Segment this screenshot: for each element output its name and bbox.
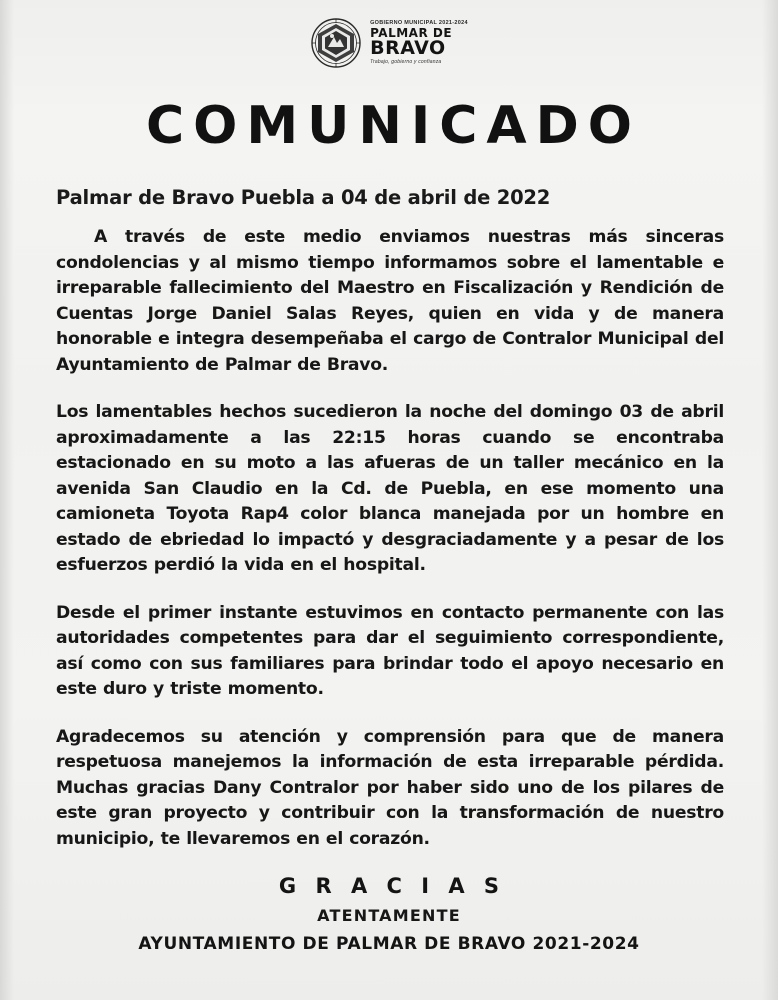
crest-name-line-2: BRAVO bbox=[370, 37, 446, 60]
paragraph-4: Agradecemos su atención y comprensión para que de manera respetuosa manejemos la información de esta irreparable pérdida. Muchas gracias Dany Contralor por haber sido uno de los pilares de este gran proyecto y contribuir con la transformación de nuestro municipio, te llevaremos en el corazón. bbox=[56, 726, 724, 849]
paragraph-3: Desde el primer instante estuvimos en contacto permanente con las autoridades competentes para dar el seguimiento correspondiente, así como con sus familiares para brindar todo el apoyo necesario en este duro y triste momento. bbox=[56, 602, 724, 699]
letterhead-text bbox=[370, 21, 468, 66]
closing-atentamente: ATENTAMENTE bbox=[317, 906, 461, 925]
crest-name-line-1: PALMAR DE bbox=[370, 26, 453, 41]
closing-block bbox=[44, 874, 734, 954]
paragraph-2: Los lamentables hechos sucedieron la noche del domingo 03 de abril aproximadamente a las 22:15 horas cuando se encontraba estacionado en su moto a las afueras de un taller mecánico en la avenida San Claudio en la Cd. de Puebla, en ese momento una camioneta Toyota Rap4 color blanca manejada por un hombre en estado de ebriedad lo impactó y desgraciadamente y a pesar de los esfuerzos perdió la vida en el hospital. bbox=[56, 402, 724, 575]
closing-signature: AYUNTAMIENTO DE PALMAR DE BRAVO 2021-2024 bbox=[138, 934, 640, 954]
page-title: COMUNICADO bbox=[146, 96, 641, 156]
place-and-date: Palmar de Bravo Puebla a 04 de abril de 2022 bbox=[56, 186, 551, 209]
crest-name bbox=[370, 27, 468, 58]
letterhead bbox=[44, 0, 734, 74]
closing-gracias: G R A C I A S bbox=[278, 874, 506, 898]
crest-motto: Trabajo, gobierno y confianza bbox=[370, 59, 442, 66]
paragraph-1: A través de este medio enviamos nuestras más sinceras condolencias y al mismo tiempo informamos sobre el lamentable e irreparable fallecimiento del Maestro en Fiscalización y Rendición de Cuentas Jorge Daniel Salas Reyes, quien en vida y de manera honorable e integra desempeñaba el cargo de Contralor Municipal del Ayuntamiento de Palmar de Bravo. bbox=[56, 227, 724, 375]
municipal-seal-icon bbox=[310, 17, 362, 69]
crest-top-line: GOBIERNO MUNICIPAL 2021-2024 bbox=[370, 19, 468, 26]
